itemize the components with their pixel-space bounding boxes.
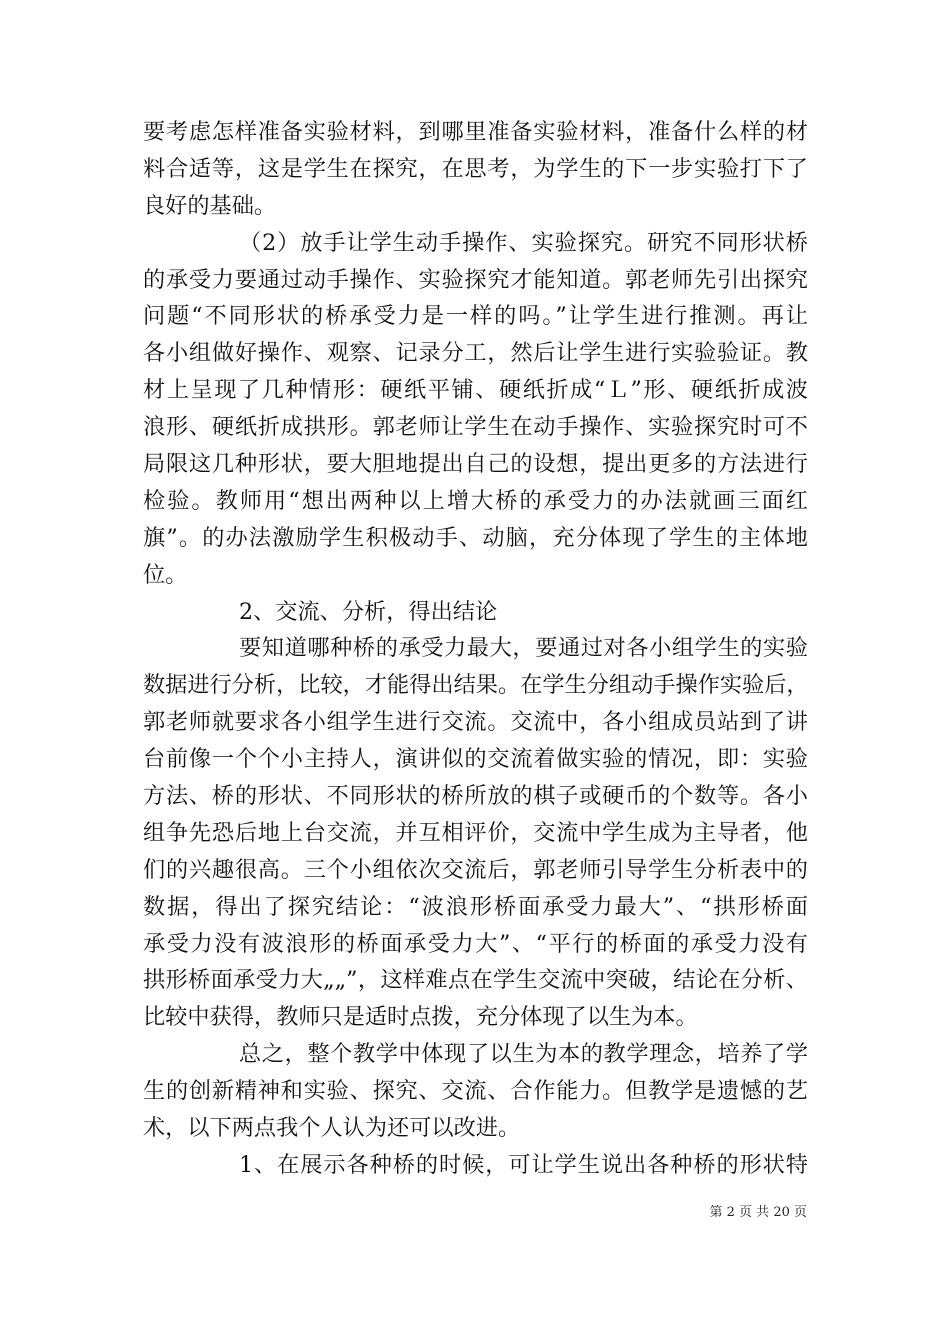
section-heading: 2、交流、分析，得出结论 bbox=[239, 598, 498, 625]
text-line: 郭老师就要求各小组学生进行交流。交流中，各小组成员站到了讲 bbox=[143, 709, 808, 736]
page-number-footer: 第 2 页 共 20 页 bbox=[709, 1205, 807, 1220]
text-line: 问题“不同形状的桥承受力是一样的吗。”让学生进行推测。再让 bbox=[143, 303, 808, 330]
text-line: 比较中获得，教师只是适时点拨，充分体现了以生为本。 bbox=[143, 1004, 698, 1031]
text-line: 们的兴趣很高。三个小组依次交流后，郭老师引导学生分析表中的 bbox=[143, 856, 808, 883]
text-line: 拱形桥面承受力大„„”，这样难点在学生交流中突破，结论在分析、 bbox=[143, 967, 808, 994]
text-line: 1、在展示各种桥的时候，可让学生说出各种桥的形状特 bbox=[239, 1151, 808, 1178]
text-line: 浪形、硬纸折成拱形。郭老师让学生在动手操作、实验探究时可不 bbox=[143, 414, 808, 441]
text-line: 要知道哪种桥的承受力最大，要通过对各小组学生的实验 bbox=[239, 635, 808, 662]
text-line: 良好的基础。 bbox=[143, 192, 277, 219]
text-line: 要考虑怎样准备实验材料，到哪里准备实验材料，准备什么样的材 bbox=[143, 119, 808, 145]
text-line: 旗”。的办法激励学生积极动手、动脑，充分体现了学生的主体地 bbox=[143, 524, 808, 551]
text-line: 承受力没有波浪形的桥面承受力大”、“平行的桥面的承受力没有 bbox=[143, 930, 808, 957]
text-line: 数据，得出了探究结论：“波浪形桥面承受力最大”、“拱形桥面 bbox=[143, 893, 808, 920]
text-line: 数据进行分析，比较，才能得出结果。在学生分组动手操作实验后， bbox=[143, 672, 809, 699]
text-line: 料合适等，这是学生在探究，在思考，为学生的下一步实验打下了 bbox=[143, 155, 808, 182]
text-line: 总之，整个教学中体现了以生为本的教学理念，培养了学 bbox=[239, 1041, 808, 1068]
text-line: 位。 bbox=[143, 561, 188, 588]
text-line: 的承受力要通过动手操作、实验探究才能知道。郭老师先引出探究 bbox=[143, 266, 808, 293]
text-line: 术，以下两点我个人认为还可以改进。 bbox=[143, 1115, 521, 1142]
text-line: 检验。教师用“想出两种以上增大桥的承受力的办法就画三面红 bbox=[143, 487, 808, 514]
text-line: 组争先恐后地上台交流，并互相评价，交流中学生成为主导者，他 bbox=[143, 819, 808, 846]
text-line: 各小组做好操作、观察、记录分工，然后让学生进行实验验证。教 bbox=[143, 340, 808, 367]
text-line: 材上呈现了几种情形：硬纸平铺、硬纸折成“Ｌ”形、硬纸折成波 bbox=[143, 377, 808, 404]
text-line: 方法、桥的形状、不同形状的桥所放的棋子或硬币的个数等。各小 bbox=[143, 783, 808, 810]
text-line: 生的创新精神和实验、探究、交流、合作能力。但教学是遗憾的艺 bbox=[143, 1078, 808, 1105]
text-line: （2）放手让学生动手操作、实验探究。研究不同形状桥 bbox=[239, 229, 808, 256]
text-line: 局限这几种形状，要大胆地提出自己的设想，提出更多的方法进行 bbox=[143, 451, 808, 478]
document-body bbox=[143, 114, 808, 1184]
text-line: 台前像一个个小主持人，演讲似的交流着做实验的情况，即：实验 bbox=[143, 746, 808, 773]
